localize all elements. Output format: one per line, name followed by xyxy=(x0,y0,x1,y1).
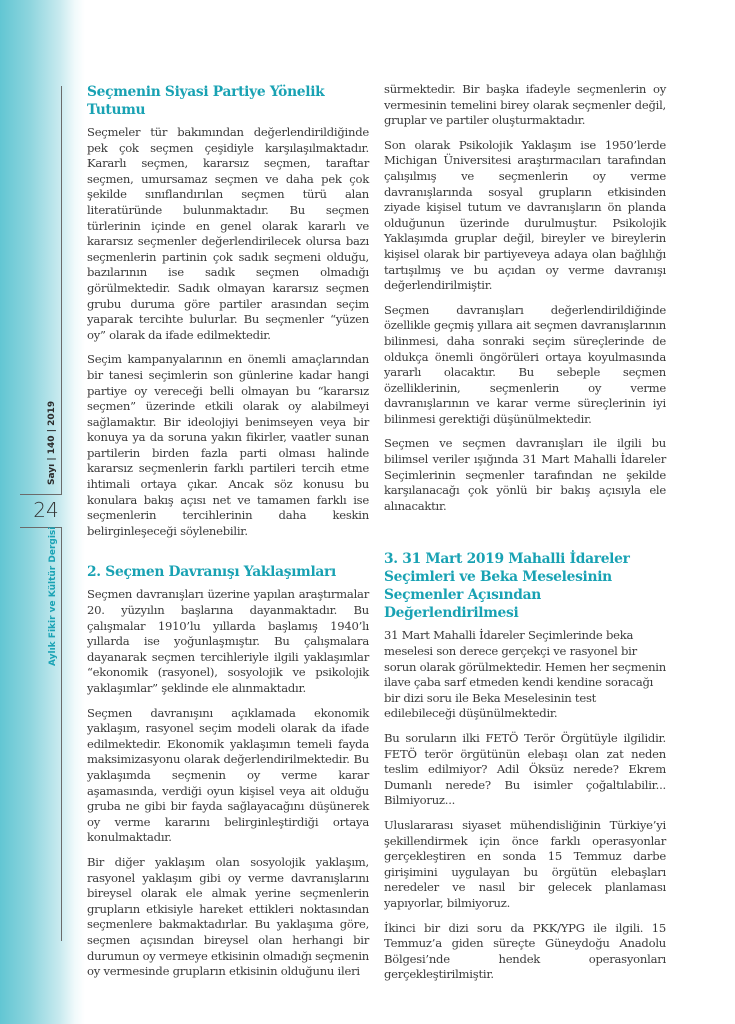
paragraph: Son olarak Psikolojik Yaklaşım ise 1950’lerde Michigan Üniversitesi araştırmacıları tarafından çalışılmış ve seçmenlerin oy verme davranışlarında sosyal grupların etkisinden ziyade kişisel tutum ve davranışların ön planda olduğunun üzerinde durulmuştur. Psikolojik Yaklaşımda gruplar değil, bireyler ve bireylerin kişisel olarak bir partiyeveya adaya olan bağlılığı tartışılmış ve bu açıdan oy verme davranışı değerlendirilmiştir. xyxy=(384,137,666,293)
paragraph: İkinci bir dizi soru da PKK/YPG ile ilgili. 15 Temmuz’a giden süreçte Güneydoğu Anadolu Bölgesi’nde hendek operasyonları gerçekleştirilmiştir. xyxy=(384,920,666,982)
margin-rule-top xyxy=(61,86,62,495)
paragraph: 31 Mart Mahalli İdareler Seçimlerinde beka meselesi son derece gerçekçi ve rasyonel bir sorun olarak görülmektedir. Hemen her seçmenin ilave çaba sarf etmeden kendi kendine soracağı bir dizi soru ile Beka Meselesinin test edilebileceği düşünülmektedir. xyxy=(384,628,666,721)
margin-rule-bottom xyxy=(61,527,62,941)
paragraph: Seçmen davranışları üzerine yapılan araştırmalar 20. yüzyılın başlarına dayanmaktadır. Bu çalışmalar 1910’lu yıllarda başlamış 1940’lı yıllarda ise yoğunlaşmıştır. Bu çalışmalara dayanarak seçmen tercihleriyle ilgili yaklaşımlar “ekonomik (rasyonel), sosyolojik ve psikolojik yaklaşımlar” şeklinde ele alınmaktadır. xyxy=(87,587,369,695)
issue-label: Sayı | 140 | 2019 xyxy=(47,400,57,485)
paragraph: Seçim kampanyalarının en önemli amaçlarından bir tanesi seçimlerin son günlerine kadar hangi partiye oy vereceği belli olmayan bu “kararsız seçmen” üzerinde etkili olarak oy alabilmeyi sağlamaktır. Bir ideolojiyi benimseyen veya bir konuya ya da soruna yakın fikirler, vaatler sunan partilerin birden fazla parti olması halinde kararsız seçmenlerin farklı partileri tercih etme ihtimali ortaya çıkar. Ancak söz konusu bu konulara bakış açısı net ve tamamen farklı ise seçmenlerin tercihlerinin daha keskin belirginleşeceği söylenebilir. xyxy=(87,352,369,538)
right-column xyxy=(384,82,666,992)
left-column xyxy=(87,80,369,989)
page-number: 24 xyxy=(33,498,59,522)
paragraph: Seçmen davranışını açıklamada ekonomik yaklaşım, rasyonel seçim modeli olarak da ifade edilmektedir. Ekonomik yaklaşımın temeli fayda maksimizasyonu olarak değerlendirilmektedir. Bu yaklaşımda seçmenin oy verme karar aşamasında, verdiği oyun kişisel veya ait olduğu gruba ne gibi bir fayda sağlayacağını düşünerek oy verme kararını belirginleştirdiği ortaya konulmaktadır. xyxy=(87,705,369,845)
section-heading: Seçmenin Siyasi Partiye Yönelik Tutumu xyxy=(87,84,325,118)
paragraph: Seçmen ve seçmen davranışları ile ilgili bu bilimsel veriler ışığında 31 Mart Mahalli İdareler Seçimlerinin seçmenler tarafından ne şekilde karşılanacağı çok yönlü bir bakış açısıyla ele alınacaktır. xyxy=(384,436,666,513)
paragraph: sürmektedir. Bir başka ifadeyle seçmenlerin oy vermesinin temelini birey olarak seçmenler değil, gruplar ve partiler oluşturmaktadır. xyxy=(384,82,666,128)
paragraph: Bir diğer yaklaşım olan sosyolojik yaklaşım, rasyonel yaklaşım gibi oy verme davranışlarını bireysel olarak ele almak yerine seçmenlerin grupların etkisiyle hareket ettikleri noktasından seçmenlere bakmaktadırlar. Bu yaklaşıma göre, seçmen açısından bireysel olan herhangi bir durumun oy vermeye etkisinin olmadığı seçmenin oy vermesinde grupların etkisinin olduğunu ileri xyxy=(87,854,369,979)
section-heading: 3. 31 Mart 2019 Mahalli İdareler Seçimleri ve Beka Meselesinin Seçmenler Açısından Değerlendirilmesi xyxy=(384,551,630,622)
journal-name-label: Aylık Fikir ve Kültür Dergisi xyxy=(48,526,58,666)
paragraph: Uluslararası siyaset mühendisliğinin Türkiye’yi şekillendirmek için önce farklı operasyonlar gerçekleştiren en sonda 15 Temmuz darbe girişimini uygulayan bu örgütün elebaşları neredeler ve nasıl bir gelecek planlaması yapıyorlar, bilmiyoruz. xyxy=(384,817,666,910)
paragraph: Seçmen davranışları değerlendirildiğinde özellikle geçmiş yıllara ait seçmen davranışlarının bilinmesi, daha sonraki seçim süreçlerinde de oldukça önemli öngörüleri ortaya koyulmasında yararlı olacaktır. Bu sebeple seçmen özelliklerinin, seçmenlerin oy verme davranışlarının ve karar verme süreçlerinin iyi bilinmesi gerektiği düşünülmektedir. xyxy=(384,302,666,426)
paragraph: Seçmeler tür bakımından değerlendirildiğinde pek çok seçmen çeşidiyle karşılaşılmaktadır. Kararlı seçmen, kararsız seçmen, taraftar seçmen, umursamaz seçmen ve daha pek çok şekilde sınıflandırılan seçmen türü alan literatüründe bulunmaktadır. Bu seçmen türlerinin içinde en genel olarak kararlı ve kararsız seçmenler değerlendirilecek olursa bazı seçmenlerin partinin çok sadık seçmeni olduğu, bazılarının ise sadık seçmen olmadığı görülmektedir. Sadık olmayan kararsız seçmen grubu duruma göre partiler arasından seçim yaparak tercihte bulurlar. Bu seçmenler “yüzen oy” olarak da ifade edilmektedir. xyxy=(87,125,369,342)
divider xyxy=(20,494,62,495)
section-heading: 2. Seçmen Davranışı Yaklaşımları xyxy=(87,564,336,581)
paragraph: Bu soruların ilki FETÖ Terör Örgütüyle ilgilidir. FETÖ terör örgütünün elebaşı olan zat neden teslim edilmiyor? Adil Öksüz nerede? Ekrem Dumanlı nerede? Bu isimler çoğaltılabilir... Bilmiyoruz... xyxy=(384,731,666,808)
